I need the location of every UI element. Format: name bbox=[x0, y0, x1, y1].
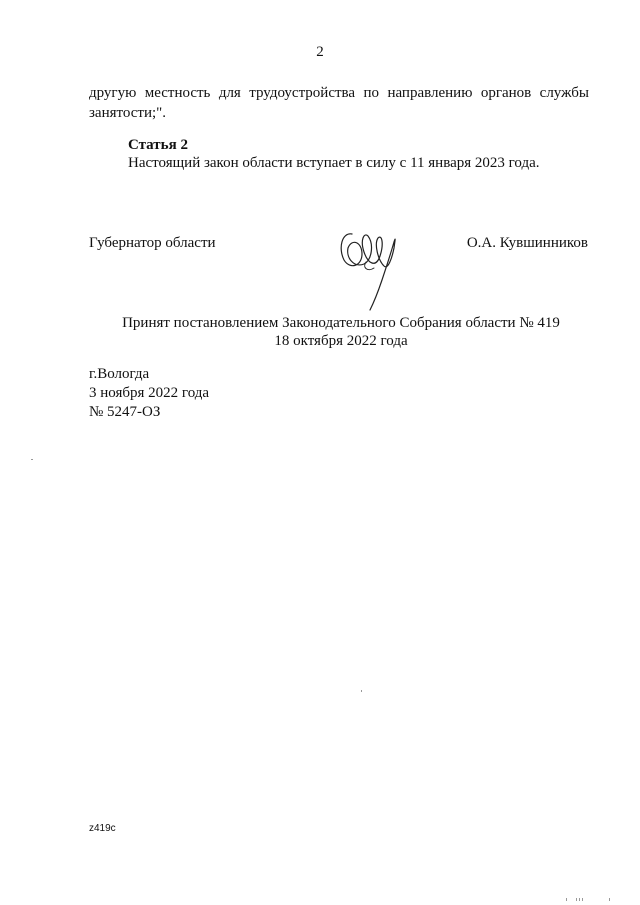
signatory-name: О.А. Кувшинников bbox=[466, 235, 588, 251]
article-heading: Статья 2 bbox=[128, 137, 188, 153]
file-code: z419c bbox=[89, 823, 116, 834]
adoption-note bbox=[0, 314, 640, 350]
continuation-paragraph bbox=[89, 83, 589, 123]
scan-speck bbox=[566, 898, 567, 901]
continuation-line-2: занятости;". bbox=[89, 105, 167, 121]
handwritten-signature bbox=[332, 222, 402, 314]
continuation-line-1: другую местность для трудоустройства по направлению органов службы bbox=[89, 85, 589, 101]
place-date-number bbox=[89, 365, 209, 422]
signing-date: 3 ноября 2022 года bbox=[89, 385, 210, 401]
page-number: 2 bbox=[316, 44, 324, 60]
city: г.Вологда bbox=[89, 366, 150, 382]
signatory-title: Губернатор области bbox=[89, 235, 216, 251]
scan-speck bbox=[31, 459, 33, 460]
scan-speck bbox=[609, 898, 610, 901]
scan-speck bbox=[582, 898, 583, 901]
scan-speck bbox=[579, 898, 580, 901]
adoption-line-2: 18 октября 2022 года bbox=[274, 333, 408, 349]
article-text: Настоящий закон области вступает в силу с 11 января 2023 года. bbox=[128, 155, 540, 171]
law-number: № 5247-ОЗ bbox=[89, 404, 161, 420]
scan-speck bbox=[361, 690, 362, 692]
scan-speck bbox=[576, 898, 577, 901]
adoption-line-1: Принят постановлением Законодательного Собрания области № 419 bbox=[122, 315, 560, 331]
